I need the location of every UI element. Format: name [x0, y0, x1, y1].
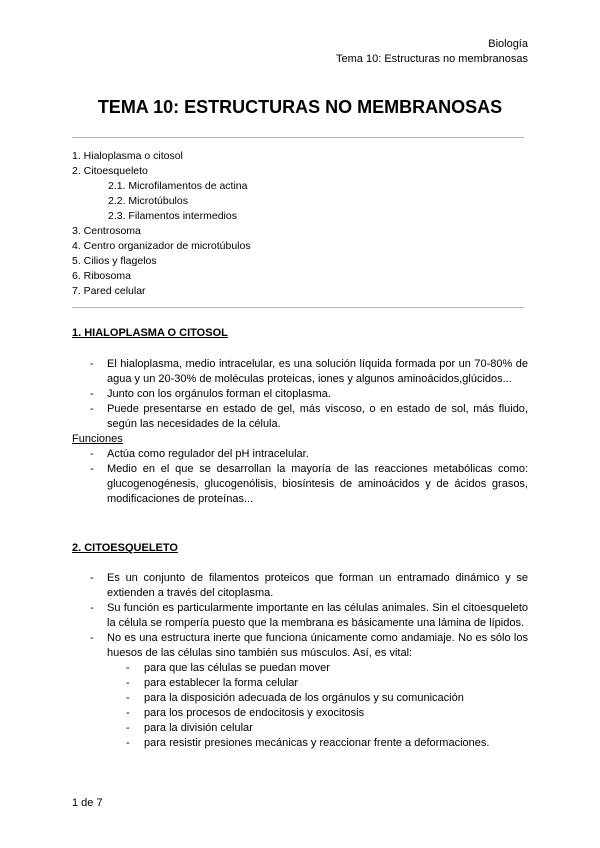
- section-2-body: [72, 571, 528, 751]
- page-header: [336, 37, 528, 67]
- list-item: - para resistir presiones mecánicas y reaccionar frente a deformaciones.: [126, 737, 490, 749]
- toc-item-2-3: 2.3. Filamentos intermedios: [108, 210, 237, 222]
- list-item: - No es una estructura inerte que funciona únicamente como andamiaje. No es sólo los huesos de las células sino también sus músculos. Así, es vital:: [90, 632, 528, 659]
- divider-bottom: [72, 307, 524, 308]
- page-number: 1 de 7: [72, 797, 103, 809]
- list-item: - Junto con los orgánulos forman el citoplasma.: [90, 388, 331, 400]
- list-item: - para los procesos de endocitosis y exocitosis: [126, 707, 365, 719]
- list-item: - Actúa como regulador del pH intracelular.: [90, 448, 309, 460]
- header-topic: Tema 10: Estructuras no membranosas: [336, 53, 528, 65]
- toc-item-2-1: 2.1. Microfilamentos de actina: [108, 180, 248, 192]
- section-1-heading: 1. HIALOPLASMA O CITOSOL: [72, 327, 228, 339]
- toc-item-1: 1. Hialoplasma o citosol: [72, 150, 183, 162]
- toc-item-5: 5. Cilios y flagelos: [72, 255, 157, 267]
- header-subject: Biología: [488, 38, 528, 50]
- list-item: - Es un conjunto de filamentos proteicos que forman un entramado dinámico y se extienden a través del citoplasma.: [90, 572, 528, 599]
- toc-item-2: 2. Citoesqueleto: [72, 165, 148, 177]
- toc-item-4: 4. Centro organizador de microtúbulos: [72, 240, 251, 252]
- toc-item-7: 7. Pared celular: [72, 285, 146, 297]
- list-item: - para establecer la forma celular: [126, 677, 299, 689]
- functions-label: Funciones: [72, 433, 123, 445]
- page-title: TEMA 10: ESTRUCTURAS NO MEMBRANOSAS: [97, 97, 503, 117]
- toc-item-6: 6. Ribosoma: [72, 270, 131, 282]
- divider-top: [72, 137, 524, 138]
- list-item: - para la disposición adecuada de los orgánulos y su comunicación: [126, 692, 464, 704]
- toc-item-2-2: 2.2. Microtúbulos: [108, 195, 188, 207]
- list-item: - Medio en el que se desarrollan la mayoría de las reacciones metabólicas como: glucogenogénesis, glucogenólisis, biosíntesis de aminoácidos y de ácidos grasos, modificaciones de proteínas...: [90, 463, 528, 505]
- table-of-contents: [72, 149, 251, 299]
- list-item: - Su función es particularmente importante en las células animales. Sin el citoesqueleto la célula se rompería puesto que la membrana es básicamente una lámina de lípidos.: [90, 602, 528, 629]
- list-item: - para que las células se puedan mover: [126, 662, 330, 674]
- list-item: - para la división celular: [126, 722, 253, 734]
- section-2-heading: 2. CITOESQUELETO: [72, 542, 178, 554]
- section-1-body: [72, 357, 528, 507]
- list-item: - El hialoplasma, medio intracelular, es una solución líquida formada por un 70-80% de agua y un 20-30% de moléculas proteicas, iones y algunos aminoácidos,glúcidos...: [90, 358, 528, 385]
- list-item: - Puede presentarse en estado de gel, más viscoso, o en estado de sol, más fluido, según las necesidades de la célula.: [90, 403, 528, 430]
- toc-item-3: 3. Centrosoma: [72, 225, 141, 237]
